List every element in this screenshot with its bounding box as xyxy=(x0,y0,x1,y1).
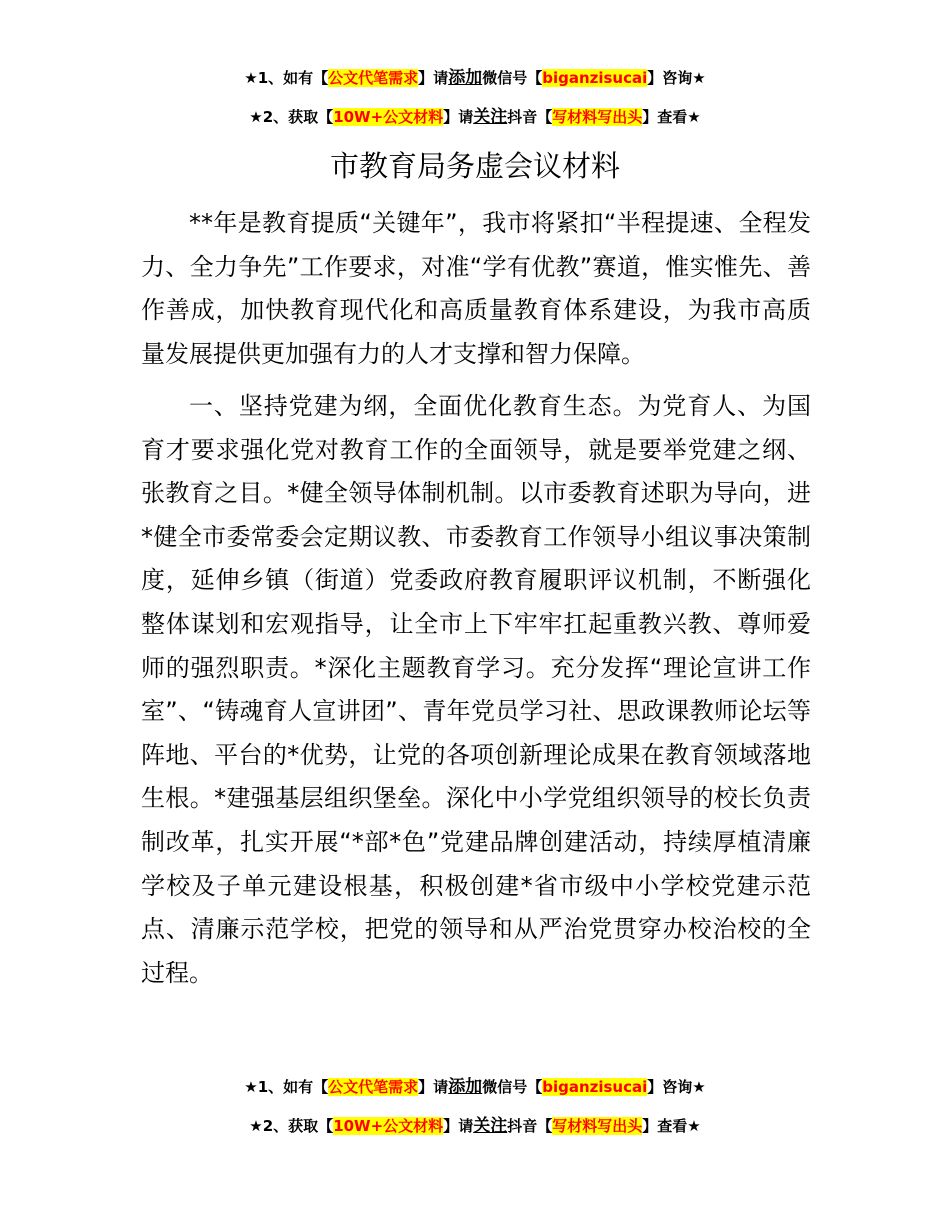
body-paragraph-section-1: 一、坚持党建为纲，全面优化教育生态。为党育人、为国育才要求强化党对教育工作的全面领导，就是要举党建之纲、张教育之目。*健全领导体制机制。以市委教育述职为导向，进*健全市委常委会定期议教、市委教育工作领导小组议事决策制度，延伸乡镇（街道）党委政府教育履职评议机制，不断强化整体谋划和宏观指导，让全市上下牢牢扛起重教兴教、尊师爱师的强烈职责。*深化主题教育学习。充分发挥“理论宣讲工作室”、“铸魂育人宣讲团”、青年党员学习社、思政课教师论坛等阵地、平台的*优势，让党的各项创新理论成果在教育领域落地生根。*建强基层组织堡垒。深化中小学党组织领导的校长负责制改革，扎实开展“*部*色”党建品牌创建活动，持续厚植清廉学校及子单元建设根基，积极创建*省市级中小学校党建示范点、清廉示范学校，把党的领导和从严治党贯穿办校治校的全过程。 xyxy=(141,392,811,987)
promo-underlined: 关注 xyxy=(473,107,508,127)
promo-text: 】咨询★ xyxy=(647,69,706,87)
promo-text: 】请 xyxy=(418,1078,449,1096)
footer-promo-line-1 xyxy=(0,1076,950,1098)
promo-underlined: 关注 xyxy=(473,1116,508,1136)
promo-text: 】请 xyxy=(443,1117,474,1135)
promo-text: 抖音【 xyxy=(507,108,553,126)
promo-wechat-id: biganzisucai xyxy=(542,1078,648,1096)
promo-text: 】查看★ xyxy=(642,1117,701,1135)
promo-text: 】请 xyxy=(418,69,449,87)
promo-wechat-id: biganzisucai xyxy=(542,69,648,87)
promo-underlined: 添加 xyxy=(448,68,483,88)
promo-text: ★2、获取【 xyxy=(249,1117,334,1135)
promo-highlight: 10W+公文材料 xyxy=(333,108,444,126)
promo-text: ★1、如有【 xyxy=(244,69,329,87)
promo-douyin-id: 写材料写出头 xyxy=(552,1117,643,1135)
promo-text: 】查看★ xyxy=(642,108,701,126)
promo-highlight: 公文代笔需求 xyxy=(328,69,419,87)
promo-highlight: 10W+公文材料 xyxy=(333,1117,444,1135)
promo-text: 微信号【 xyxy=(482,1078,543,1096)
promo-highlight: 公文代笔需求 xyxy=(328,1078,419,1096)
promo-text: 抖音【 xyxy=(507,1117,553,1135)
promo-text: ★1、如有【 xyxy=(244,1078,329,1096)
promo-text: 】请 xyxy=(443,108,474,126)
promo-text: 】咨询★ xyxy=(647,1078,706,1096)
body-paragraph-intro: **年是教育提质“关键年”，我市将紧扣“半程提速、全程发力、全力争先”工作要求，对准“学有优教”赛道，惟实惟先、善作善成，加快教育现代化和高质量教育体系建设，为我市高质量发展提供更加强有力的人才支撑和智力保障。 xyxy=(141,209,811,368)
promo-underlined: 添加 xyxy=(448,1077,483,1097)
footer-promo-line-2 xyxy=(0,1115,950,1137)
promo-text: ★2、获取【 xyxy=(249,108,334,126)
promo-douyin-id: 写材料写出头 xyxy=(552,108,643,126)
promo-text: 微信号【 xyxy=(482,69,543,87)
header-promo-line-2 xyxy=(0,106,950,128)
header-promo-line-1 xyxy=(0,67,950,89)
document-title: 市教育局务虚会议材料 xyxy=(329,149,620,183)
